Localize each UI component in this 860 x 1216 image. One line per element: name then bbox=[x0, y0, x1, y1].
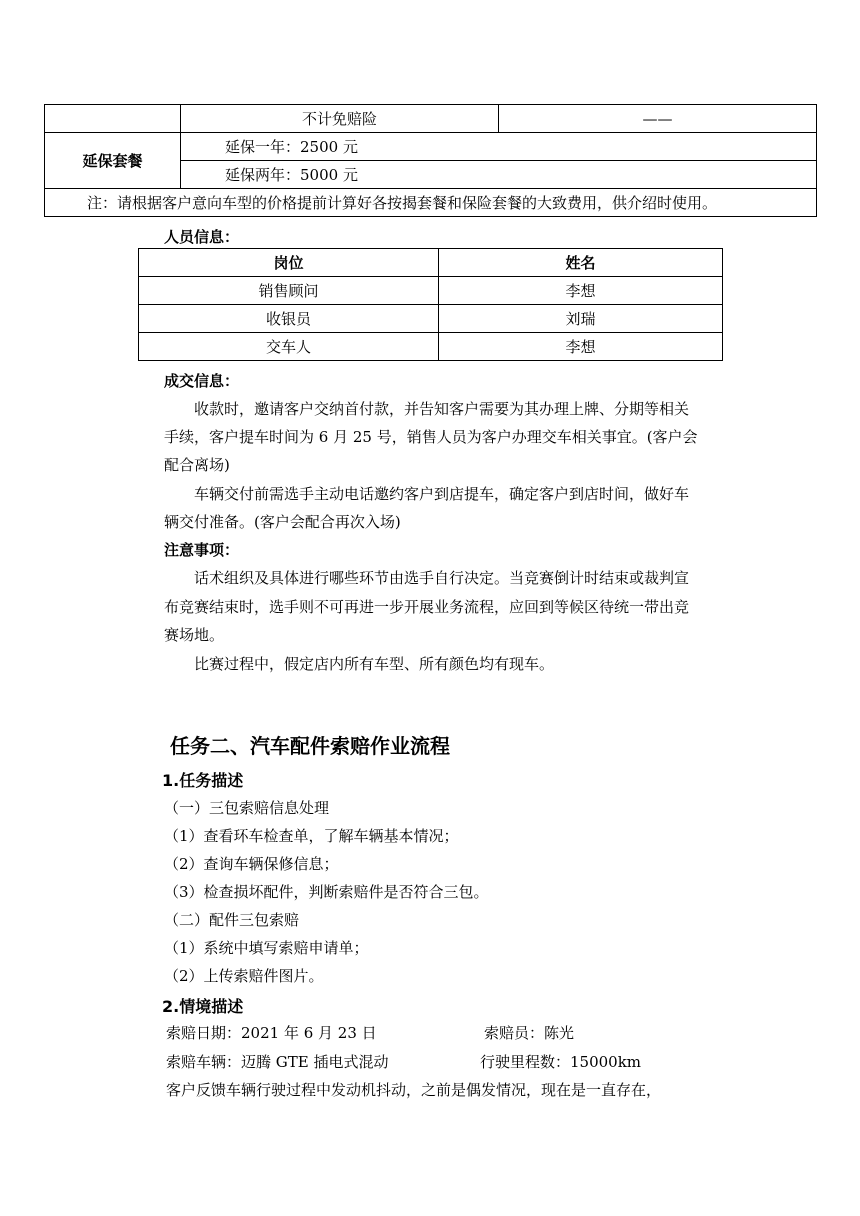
table-cell: 李想 bbox=[439, 277, 723, 305]
extended-warranty-label: 延保套餐 bbox=[45, 133, 181, 189]
paragraph-line: 布竞赛结束时，选手则不可再进一步开展业务流程，应回到等候区待统一带出竞 bbox=[164, 598, 690, 616]
table-row bbox=[139, 277, 723, 305]
paragraph-line: 收款时，邀请客户交纳首付款，并告知客户需要为其办理上牌、分期等相关 bbox=[194, 400, 690, 418]
mileage: 行驶里程数：15000km bbox=[480, 1053, 642, 1071]
paragraph-line: 车辆交付前需选手主动电话邀约客户到店提车，确定客户到店时间，做好车 bbox=[194, 485, 690, 503]
table-cell: 销售顾问 bbox=[139, 277, 439, 305]
deal-heading: 成交信息： bbox=[164, 372, 240, 390]
paragraph-line: 手续，客户提车时间为 6 月 25 号，销售人员为客户办理交车相关事宜。(客户会 bbox=[164, 428, 698, 446]
list-item: （1）系统中填写索赔申请单； bbox=[164, 939, 369, 957]
paragraph-line: 话术组织及具体进行哪些环节由选手自行决定。当竞赛倒计时结束或裁判宣 bbox=[194, 569, 690, 587]
table-row bbox=[45, 105, 817, 133]
paragraph-line: 客户反馈车辆行驶过程中发动机抖动，之前是偶发情况，现在是一直存在， bbox=[166, 1081, 662, 1099]
list-item: （一）三包索赔信息处理 bbox=[164, 799, 330, 817]
paragraph-line: 辆交付准备。(客户会配合再次入场) bbox=[164, 513, 401, 531]
column-header: 岗位 bbox=[139, 249, 439, 277]
table-cell: 刘瑞 bbox=[439, 305, 723, 333]
table-row bbox=[139, 333, 723, 361]
table-row bbox=[45, 189, 817, 217]
table-cell: 延保两年：5000 元 bbox=[181, 161, 817, 189]
paragraph-line: 配合离场) bbox=[164, 456, 230, 474]
table-cell: 收银员 bbox=[139, 305, 439, 333]
table-cell: 交车人 bbox=[139, 333, 439, 361]
list-item: （3）检查损坏配件，判断索赔件是否符合三包。 bbox=[164, 883, 489, 901]
claim-date: 索赔日期：2021 年 6 月 23 日 bbox=[166, 1024, 377, 1042]
list-item: （二）配件三包索赔 bbox=[164, 911, 300, 929]
table-header-row bbox=[139, 249, 723, 277]
section-heading: 1.任务描述 bbox=[162, 771, 244, 790]
list-item: （2）查询车辆保修信息； bbox=[164, 855, 339, 873]
list-item: （1）查看环车检查单，了解车辆基本情况； bbox=[164, 827, 459, 845]
table-cell: 不计免赔险 bbox=[181, 105, 499, 133]
table-cell: 李想 bbox=[439, 333, 723, 361]
table-row bbox=[139, 305, 723, 333]
table-note: 注：请根据客户意向车型的价格提前计算好各按揭套餐和保险套餐的大致费用，供介绍时使用。 bbox=[45, 189, 817, 217]
claimant: 索赔员：陈光 bbox=[484, 1024, 575, 1042]
notes-heading: 注意事项： bbox=[164, 541, 240, 559]
claim-vehicle: 索赔车辆：迈腾 GTE 插电式混动 bbox=[166, 1053, 389, 1071]
table-cell: —— bbox=[499, 105, 817, 133]
section-heading: 2.情境描述 bbox=[162, 997, 244, 1016]
table-cell: 延保一年：2500 元 bbox=[181, 133, 817, 161]
list-item: （2）上传索赔件图片。 bbox=[164, 967, 324, 985]
column-header: 姓名 bbox=[439, 249, 723, 277]
paragraph-line: 比赛过程中，假定店内所有车型、所有颜色均有现车。 bbox=[194, 655, 555, 673]
package-table bbox=[44, 104, 817, 217]
task2-title: 任务二、汽车配件索赔作业流程 bbox=[170, 734, 450, 758]
personnel-table bbox=[138, 248, 723, 361]
table-row bbox=[45, 133, 817, 161]
personnel-heading: 人员信息： bbox=[164, 228, 240, 246]
paragraph-line: 赛场地。 bbox=[164, 626, 225, 644]
table-cell bbox=[45, 105, 181, 133]
